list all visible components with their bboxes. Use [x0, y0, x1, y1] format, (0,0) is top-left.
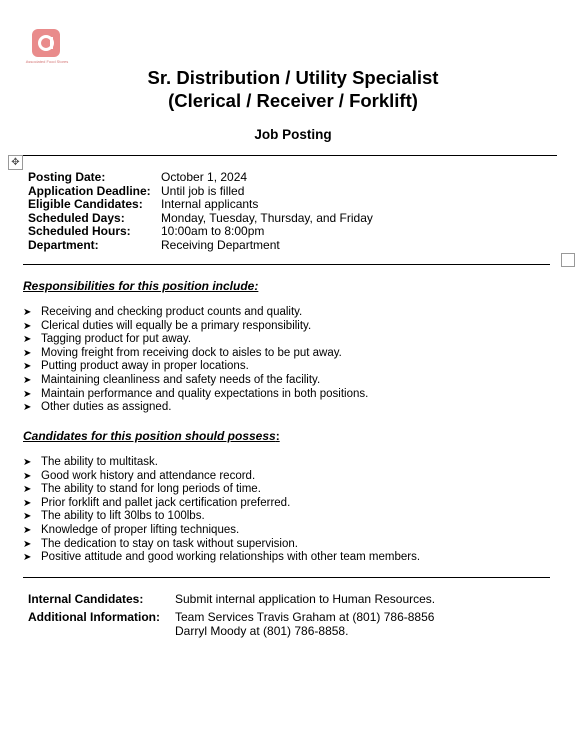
detail-label: Eligible Candidates:	[28, 197, 143, 211]
detail-value: Internal applicants	[161, 197, 259, 211]
list-item-text: Receiving and checking product counts and quality.	[41, 306, 303, 318]
list-item-text: The ability to multitask.	[41, 456, 158, 468]
arrowhead-bullet-icon: ➤	[23, 388, 32, 400]
table-move-handle-icon[interactable]: ✥	[8, 155, 23, 170]
arrowhead-bullet-icon: ➤	[23, 525, 32, 536]
list-item-text: Maintaining cleanliness and safety needs of the facility.	[41, 374, 321, 386]
list-item-text: Knowledge of proper lifting techniques.	[41, 524, 240, 536]
list-item-text: Good work history and attendance record.	[41, 469, 256, 482]
job-title-line-1: Sr. Distribution / Utility Specialist	[147, 67, 439, 88]
arrowhead-bullet-icon: ➤	[23, 307, 32, 318]
detail-label: Department:	[28, 237, 99, 252]
detail-value: Monday, Tuesday, Thursday, and Friday	[161, 210, 373, 225]
divider-bottom	[23, 577, 550, 578]
internal-candidates-value: Submit internal application to Human Resources.	[175, 592, 436, 606]
detail-value: Until job is filled	[161, 183, 245, 198]
qualifications-heading: Candidates for this position should possess:	[23, 429, 280, 443]
arrowhead-bullet-icon: ➤	[23, 361, 32, 373]
list-item-text: Tagging product for put away.	[41, 333, 192, 346]
list-item-text: The dedication to stay on task without supervision.	[41, 537, 298, 550]
additional-info-line-1: Team Services Travis Graham at (801) 786-8856	[175, 610, 435, 624]
detail-label: Posting Date:	[28, 170, 106, 184]
arrowhead-bullet-icon: ➤	[23, 334, 32, 346]
responsibilities-heading: Responsibilities for this position include:	[23, 279, 259, 293]
internal-candidates-label: Internal Candidates:	[28, 592, 144, 606]
company-logo	[23, 29, 71, 64]
detail-value: Receiving Department	[161, 237, 280, 252]
job-title-line-2: (Clerical / Receiver / Forklift)	[168, 90, 418, 111]
list-item-text: Clerical duties will equally be a primary responsibility.	[41, 319, 312, 332]
job-title	[0, 66, 586, 112]
detail-label: Application Deadline:	[28, 183, 151, 198]
arrowhead-bullet-icon: ➤	[23, 375, 32, 386]
arrowhead-bullet-icon: ➤	[23, 347, 32, 359]
arrowhead-bullet-icon: ➤	[23, 511, 32, 523]
arrowhead-bullet-icon: ➤	[23, 484, 32, 496]
divider-details	[23, 264, 550, 265]
arrowhead-bullet-icon: ➤	[23, 552, 32, 564]
afs-logo-icon	[32, 29, 60, 57]
divider-top	[23, 155, 557, 156]
list-item-text: Maintain performance and quality expectations in both positions.	[41, 387, 369, 400]
list-item-text: Positive attitude and good working relationships with other team members.	[41, 551, 421, 564]
arrowhead-bullet-icon: ➤	[23, 402, 32, 414]
additional-info-label: Additional Information:	[28, 610, 160, 624]
list-item-text: The ability to stand for long periods of time.	[41, 483, 261, 496]
list-item-text: Prior forklift and pallet jack certification preferred.	[41, 496, 291, 509]
detail-value: 10:00am to 8:00pm	[161, 224, 265, 238]
arrowhead-bullet-icon: ➤	[23, 538, 32, 550]
detail-value: October 1, 2024	[161, 170, 248, 184]
list-item-text: Putting product away in proper locations.	[41, 360, 249, 373]
qualifications-heading-colon: :	[275, 429, 280, 443]
logo-text: Associated Food Stores	[25, 59, 69, 64]
list-item-text: Other duties as assigned.	[41, 401, 172, 414]
arrowhead-bullet-icon: ➤	[23, 470, 32, 482]
posting-subtitle: Job Posting	[254, 127, 332, 142]
detail-label: Scheduled Hours:	[28, 224, 131, 238]
list-item-text: Moving freight from receiving dock to aisles to be put away.	[41, 346, 342, 359]
detail-label: Scheduled Days:	[28, 210, 125, 225]
list-item-text: The ability to lift 30lbs to 100lbs.	[41, 510, 205, 523]
arrowhead-bullet-icon: ➤	[23, 320, 32, 332]
arrowhead-bullet-icon: ➤	[23, 497, 32, 509]
arrowhead-bullet-icon: ➤	[23, 457, 32, 468]
additional-info-line-2: Darryl Moody at (801) 786-8858.	[175, 624, 349, 638]
table-resize-handle[interactable]	[561, 253, 575, 267]
